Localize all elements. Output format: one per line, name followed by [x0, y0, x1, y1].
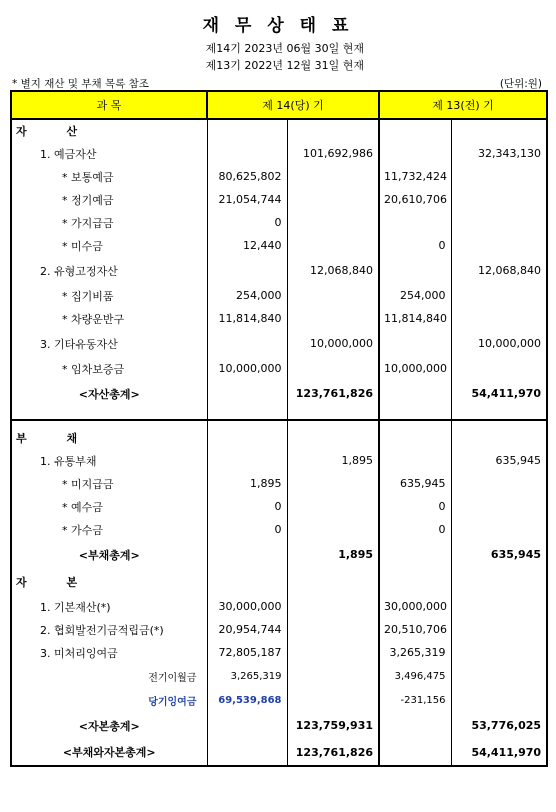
cell-detail-prior: 0 [379, 495, 451, 518]
cell-subtotal-prior [451, 188, 547, 211]
cell-subtotal-current [287, 618, 379, 641]
total-liabilities-label: <부채총계> [11, 541, 207, 568]
cell-detail-current [207, 380, 287, 407]
table-row [11, 712, 547, 739]
table-row [11, 541, 547, 568]
row-label: 3. 기타유동자산 [11, 330, 207, 357]
header-current: 제 14(당) 기 [207, 91, 379, 119]
cell-detail-current: 30,000,000 [207, 595, 287, 618]
table-row [11, 427, 547, 449]
cell-subtotal-current: 10,000,000 [287, 330, 379, 357]
row-label: * 보통예금 [11, 165, 207, 188]
table-row [11, 595, 547, 618]
period-current: 제14기 2023년 06월 30일 현재 [205, 42, 364, 55]
cell-subtotal-current [287, 641, 379, 664]
cell-detail-prior: 0 [379, 234, 451, 257]
table-row [11, 165, 547, 188]
period-prior: 제13기 2022년 12월 31일 현재 [205, 59, 364, 72]
table-row [11, 641, 547, 664]
cell-subtotal-current [287, 188, 379, 211]
cell-subtotal-prior [451, 211, 547, 234]
cell-detail-prior: 30,000,000 [379, 595, 451, 618]
cell-subtotal-current: 101,692,986 [287, 142, 379, 165]
cell-subtotal-prior [451, 472, 547, 495]
total-liabilities-equity-label: <부채와자본총계> [11, 739, 207, 766]
cell-detail-prior: 11,814,840 [379, 307, 451, 330]
cell-detail-current: 1,895 [207, 472, 287, 495]
cell-detail-current [207, 330, 287, 357]
cell-subtotal-current [287, 211, 379, 234]
cell-detail-current [207, 257, 287, 284]
row-label: * 가지급금 [11, 211, 207, 234]
cell-subtotal-prior [451, 307, 547, 330]
cell-detail-current: 69,539,868 [207, 688, 287, 712]
cell-detail-current: 21,054,744 [207, 188, 287, 211]
cell-detail-prior: 3,265,319 [379, 641, 451, 664]
cell-subtotal-prior [451, 641, 547, 664]
total-liabilities-current: 1,895 [287, 541, 379, 568]
total-equity-label: <자본총계> [11, 712, 207, 739]
cell-subtotal-prior [451, 357, 547, 380]
cell-detail-current [207, 449, 287, 472]
table-row [11, 257, 547, 284]
cell-subtotal-current [287, 595, 379, 618]
table-row [11, 568, 547, 595]
cell-subtotal-prior [451, 165, 547, 188]
cell-detail-current [207, 541, 287, 568]
cell-detail-prior [379, 211, 451, 234]
total-assets-label: <자산총계> [11, 380, 207, 407]
cell-subtotal-prior: 12,068,840 [451, 257, 547, 284]
row-label: 3. 미처리잉여금 [11, 641, 207, 664]
row-label: * 가수금 [11, 518, 207, 541]
total-liabilities-prior: 635,945 [451, 541, 547, 568]
row-label: * 차량운반구 [11, 307, 207, 330]
section-spacer [11, 420, 547, 427]
cell-subtotal-current [287, 664, 379, 688]
cell-subtotal-current [287, 307, 379, 330]
cell-subtotal-prior [451, 595, 547, 618]
cell-subtotal-current: 12,068,840 [287, 257, 379, 284]
footnote: * 별지 재산 및 부채 목록 참조 [12, 78, 149, 90]
table-row [11, 380, 547, 407]
row-label: * 예수금 [11, 495, 207, 518]
cell-detail-current: 254,000 [207, 284, 287, 307]
cell-detail-prior: 254,000 [379, 284, 451, 307]
cell-detail-prior [379, 257, 451, 284]
row-label: * 미지급금 [11, 472, 207, 495]
cell-detail-prior: 0 [379, 518, 451, 541]
cell-detail-prior [379, 330, 451, 357]
cell-subtotal-prior [451, 284, 547, 307]
cell-detail-prior [379, 739, 451, 766]
table-row [11, 518, 547, 541]
cell-detail-prior: 10,000,000 [379, 357, 451, 380]
table-row [11, 284, 547, 307]
table-row [11, 472, 547, 495]
cell-detail-prior: 3,496,475 [379, 664, 451, 688]
row-label: 1. 유통부채 [11, 449, 207, 472]
cell-detail-prior [379, 380, 451, 407]
cell-subtotal-current [287, 357, 379, 380]
table-row [11, 357, 547, 380]
cell-detail-current: 72,805,187 [207, 641, 287, 664]
unit-label: (단위:원) [499, 78, 542, 90]
row-label: 당기잉여금 [11, 688, 207, 712]
row-label: 2. 유형고정자산 [11, 257, 207, 284]
row-label: * 정기예금 [11, 188, 207, 211]
cell-detail-current: 10,000,000 [207, 357, 287, 380]
cell-detail-current: 0 [207, 495, 287, 518]
section-divider [11, 407, 547, 420]
row-label: * 집기비품 [11, 284, 207, 307]
cell-subtotal-prior: 635,945 [451, 449, 547, 472]
table-row [11, 618, 547, 641]
table-row [11, 449, 547, 472]
row-label: 1. 예금자산 [11, 142, 207, 165]
cell-detail-current: 80,625,802 [207, 165, 287, 188]
row-label: 전기이월금 [11, 664, 207, 688]
document-title: 재 무 상 태 표 [202, 16, 354, 36]
cell-detail-prior: 635,945 [379, 472, 451, 495]
cell-subtotal-prior [451, 234, 547, 257]
cell-detail-prior: 20,510,706 [379, 618, 451, 641]
cell-detail-prior [379, 449, 451, 472]
cell-detail-prior: 20,610,706 [379, 188, 451, 211]
cell-detail-prior: 11,732,424 [379, 165, 451, 188]
total-assets-current: 123,761,826 [287, 380, 379, 407]
cell-subtotal-prior: 32,343,130 [451, 142, 547, 165]
table-row [11, 211, 547, 234]
table-row [11, 330, 547, 357]
cell-subtotal-prior: 10,000,000 [451, 330, 547, 357]
cell-subtotal-current [287, 234, 379, 257]
table-row [11, 739, 547, 766]
cell-subtotal-prior [451, 688, 547, 712]
section-liabilities: 부 채 [11, 427, 207, 449]
table-row [11, 188, 547, 211]
total-assets-prior: 54,411,970 [451, 380, 547, 407]
cell-subtotal-prior [451, 664, 547, 688]
cell-detail-prior [379, 712, 451, 739]
cell-subtotal-prior [451, 495, 547, 518]
row-label: 1. 기본재산(*) [11, 595, 207, 618]
header-item: 과 목 [11, 91, 207, 119]
cell-detail-prior: -231,156 [379, 688, 451, 712]
cell-subtotal-current [287, 495, 379, 518]
table-row [11, 142, 547, 165]
cell-detail-current: 20,954,744 [207, 618, 287, 641]
row-label: * 미수금 [11, 234, 207, 257]
row-label: 2. 협회발전기금적립금(*) [11, 618, 207, 641]
total-liabilities-equity-current: 123,761,826 [287, 739, 379, 766]
table-row [11, 664, 547, 688]
cell-detail-prior [379, 541, 451, 568]
section-equity: 자 본 [11, 568, 207, 595]
cell-subtotal-current [287, 472, 379, 495]
total-liabilities-equity-prior: 54,411,970 [451, 739, 547, 766]
cell-subtotal-current [287, 165, 379, 188]
cell-subtotal-prior [451, 618, 547, 641]
header-prior: 제 13(전) 기 [379, 91, 547, 119]
table-row [11, 234, 547, 257]
cell-detail-current: 0 [207, 518, 287, 541]
cell-subtotal-current [287, 688, 379, 712]
cell-detail-current: 11,814,840 [207, 307, 287, 330]
cell-subtotal-current: 1,895 [287, 449, 379, 472]
section-assets: 자 산 [11, 119, 207, 142]
header-row [11, 91, 547, 119]
row-label: * 임차보증금 [11, 357, 207, 380]
cell-detail-current [207, 739, 287, 766]
cell-detail-current: 3,265,319 [207, 664, 287, 688]
table-row [11, 119, 547, 142]
balance-sheet-table [10, 90, 548, 767]
cell-detail-current [207, 142, 287, 165]
cell-detail-prior [379, 142, 451, 165]
cell-subtotal-current [287, 518, 379, 541]
cell-detail-current [207, 712, 287, 739]
total-equity-current: 123,759,931 [287, 712, 379, 739]
table-row [11, 307, 547, 330]
table-row [11, 495, 547, 518]
cell-subtotal-current [287, 284, 379, 307]
cell-detail-current: 12,440 [207, 234, 287, 257]
table-row [11, 688, 547, 712]
cell-subtotal-prior [451, 518, 547, 541]
total-equity-prior: 53,776,025 [451, 712, 547, 739]
cell-detail-current: 0 [207, 211, 287, 234]
